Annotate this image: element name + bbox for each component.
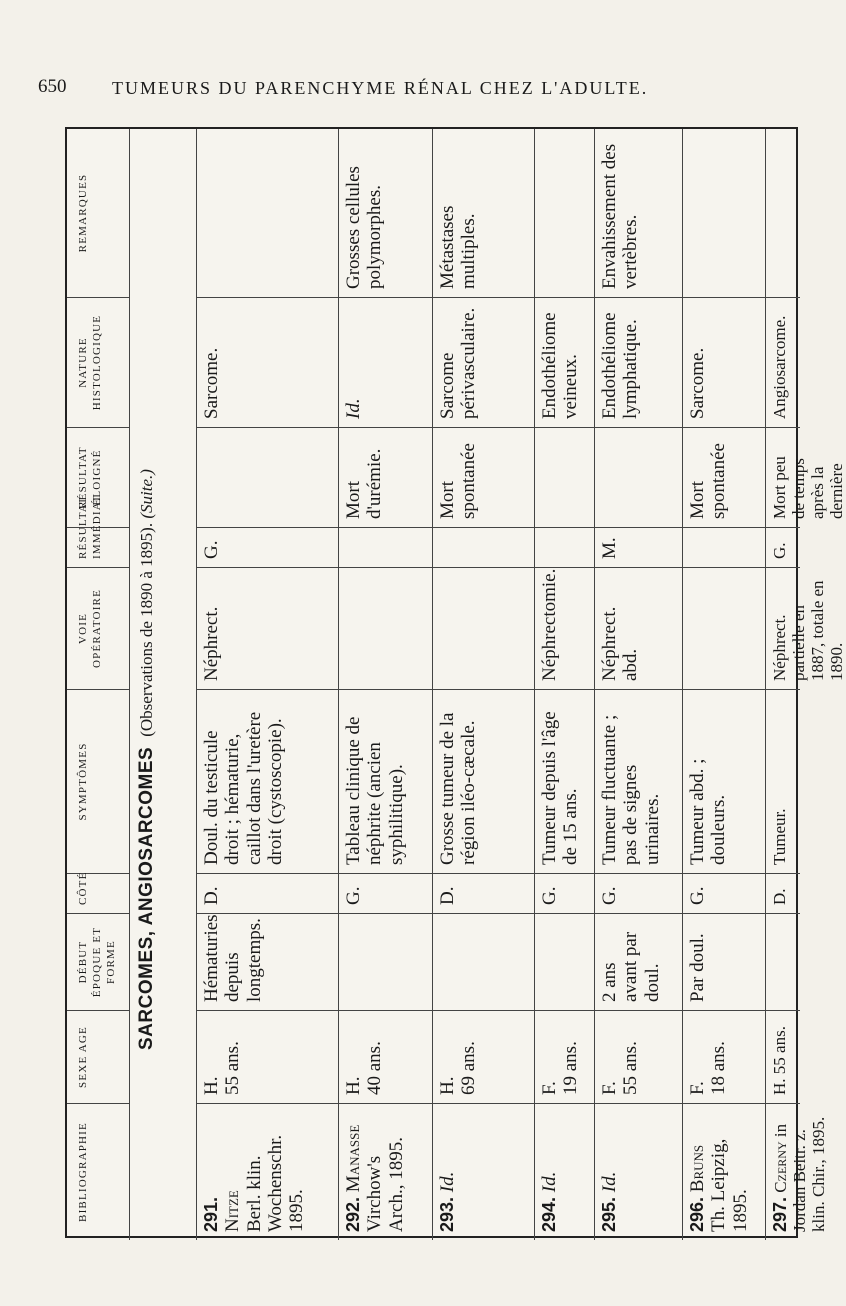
- debut-cell: [535, 913, 594, 1010]
- cote-cell: D.: [197, 873, 338, 913]
- cote-cell: G.: [339, 873, 432, 913]
- page-number: 650: [38, 76, 67, 97]
- remarques-cell: [766, 129, 800, 297]
- resultat-immediat-cell: [433, 527, 534, 567]
- remarques-cell: [683, 129, 765, 297]
- header-voie: VOIE OPÉRATOIRE: [67, 567, 129, 689]
- header-cote: CÔTÉ: [67, 873, 129, 913]
- table-header-row: [67, 129, 130, 1240]
- header-resultat-immediat: RÉSULTAT IMMÉDIAT: [67, 527, 129, 567]
- table-row: [595, 129, 683, 1240]
- resultat-eloigne-cell: Mort peu de temps après la dernière: [766, 427, 800, 527]
- running-head: TUMEURS DU PARENCHYME RÉNAL CHEZ L'ADULTE.: [112, 78, 649, 98]
- debut-cell: [766, 913, 800, 1010]
- nature-cell: Sarcome périvasculaire.: [433, 297, 534, 427]
- biblio-cell: 295. Id.: [595, 1103, 682, 1240]
- debut-cell: [339, 913, 432, 1010]
- biblio-cell: 294. Id.: [535, 1103, 594, 1240]
- table-row: [339, 129, 433, 1240]
- symptomes-cell: Tumeur fluctuante ; pas de signes urinaires.: [595, 689, 682, 873]
- sexe-age-cell: F. 55 ans.: [595, 1010, 682, 1103]
- resultat-immediat-cell: G.: [197, 527, 338, 567]
- header-symptomes: SYMPTÔMES: [67, 689, 129, 873]
- symptomes-cell: Tumeur depuis l'âge de 15 ans.: [535, 689, 594, 873]
- voie-cell: Néphrect. abd.: [595, 567, 682, 689]
- debut-cell: Hématuries depuis longtemps.: [197, 913, 338, 1010]
- resultat-immediat-cell: G.: [766, 527, 800, 567]
- symptomes-cell: Grosse tumeur de la région iléo-cæcale.: [433, 689, 534, 873]
- biblio-cell: 296. Bruns Th. Leipzig, 1895.: [683, 1103, 765, 1240]
- sexe-age-cell: H. 55 ans.: [197, 1010, 338, 1103]
- table-row: [766, 129, 846, 1240]
- debut-cell: [433, 913, 534, 1010]
- resultat-eloigne-cell: Mort spontanée: [433, 427, 534, 527]
- table-row: [535, 129, 595, 1240]
- table-stage: [67, 129, 846, 1240]
- header-resultat-eloigne: RÉSULTAT ÉLOIGNÉ: [67, 427, 129, 527]
- biblio-cell: 291. Nitze Berl. klin. Wochenschr. 1895.: [197, 1103, 338, 1240]
- resultat-eloigne-cell: Mort d'urémie.: [339, 427, 432, 527]
- cote-cell: G.: [683, 873, 765, 913]
- remarques-cell: Métastases multiples.: [437, 205, 480, 289]
- voie-cell: Néphrect.: [197, 567, 338, 689]
- voie-cell: [683, 567, 765, 689]
- header-debut: DÉBUT ÉPOQUE ET FORME: [67, 913, 129, 1010]
- table-row: [683, 129, 766, 1240]
- voie-cell: [433, 567, 534, 689]
- nature-cell: Endothéliome veineux.: [535, 297, 594, 427]
- header-sexe-age: SEXE AGE: [67, 1010, 129, 1103]
- table-title-band: [130, 129, 197, 1240]
- cote-cell: G.: [535, 873, 594, 913]
- resultat-immediat-cell: [683, 527, 765, 567]
- header-bibliographie: BIBLIOGRAPHIE: [67, 1103, 129, 1240]
- observations-table: [65, 127, 846, 1238]
- resultat-immediat-cell: M.: [595, 527, 682, 567]
- debut-cell: Par doul.: [683, 913, 765, 1010]
- resultat-immediat-cell: [339, 527, 432, 567]
- table-subtitle: (Observations de 1890 à 1895). (Suite.): [137, 469, 156, 737]
- nature-cell: Id.: [339, 297, 432, 427]
- resultat-eloigne-cell: [595, 427, 682, 527]
- table-row: [197, 129, 339, 1240]
- sexe-age-cell: H. 55 ans.: [766, 1010, 800, 1103]
- resultat-eloigne-cell: Mort spontanée: [683, 427, 765, 527]
- cote-cell: D.: [433, 873, 534, 913]
- resultat-eloigne-cell: [197, 427, 338, 527]
- voie-cell: [339, 567, 432, 689]
- symptomes-cell: Tumeur abd. ; douleurs.: [683, 689, 765, 873]
- symptomes-cell: Doul. du testicule droit ; hématurie, caillot dans l'uretère droit (cystoscopie).: [197, 689, 338, 873]
- voie-cell: Néphrect. partielle en 1887, totale en 1890.: [766, 567, 800, 689]
- remarques-cell: Envahissement des vertèbres.: [599, 143, 642, 289]
- page-header: [0, 76, 800, 106]
- biblio-cell: 292. Manasse Virchow's Arch., 1895.: [339, 1103, 432, 1240]
- resultat-immediat-cell: [535, 527, 594, 567]
- nature-cell: Sarcome.: [197, 297, 338, 427]
- remarques-cell: [197, 129, 338, 297]
- sexe-age-cell: H. 69 ans.: [433, 1010, 534, 1103]
- nature-cell: Sarcome.: [683, 297, 765, 427]
- biblio-cell: 293. Id.: [433, 1103, 534, 1240]
- nature-cell: Angiosarcome.: [766, 297, 800, 427]
- sexe-age-cell: H. 40 ans.: [339, 1010, 432, 1103]
- resultat-eloigne-cell: [535, 427, 594, 527]
- remarques-cell: Grosses cellules polymorphes.: [343, 166, 386, 289]
- nature-cell: Endothéliome lymphatique.: [595, 297, 682, 427]
- cote-cell: D.: [766, 873, 800, 913]
- remarques-cell: [535, 129, 594, 297]
- sexe-age-cell: F. 19 ans.: [535, 1010, 594, 1103]
- cote-cell: G.: [595, 873, 682, 913]
- header-remarques: REMARQUES: [77, 173, 89, 253]
- voie-cell: Néphrectomie.: [535, 567, 594, 689]
- table-row: [433, 129, 535, 1240]
- sexe-age-cell: F. 18 ans.: [683, 1010, 765, 1103]
- table-title: SARCOMES, ANGIOSARCOMES: [136, 746, 157, 1050]
- symptomes-cell: Tableau clinique de néphrite (ancien syphilitique).: [339, 689, 432, 873]
- symptomes-cell: Tumeur.: [766, 689, 800, 873]
- biblio-cell: 297. Czerny in Jordan Beitr. z. klin. Chir., 1895.: [766, 1103, 800, 1240]
- debut-cell: 2 ans avant par doul.: [595, 913, 682, 1010]
- header-nature: NATURE HISTOLOGIQUE: [67, 297, 129, 427]
